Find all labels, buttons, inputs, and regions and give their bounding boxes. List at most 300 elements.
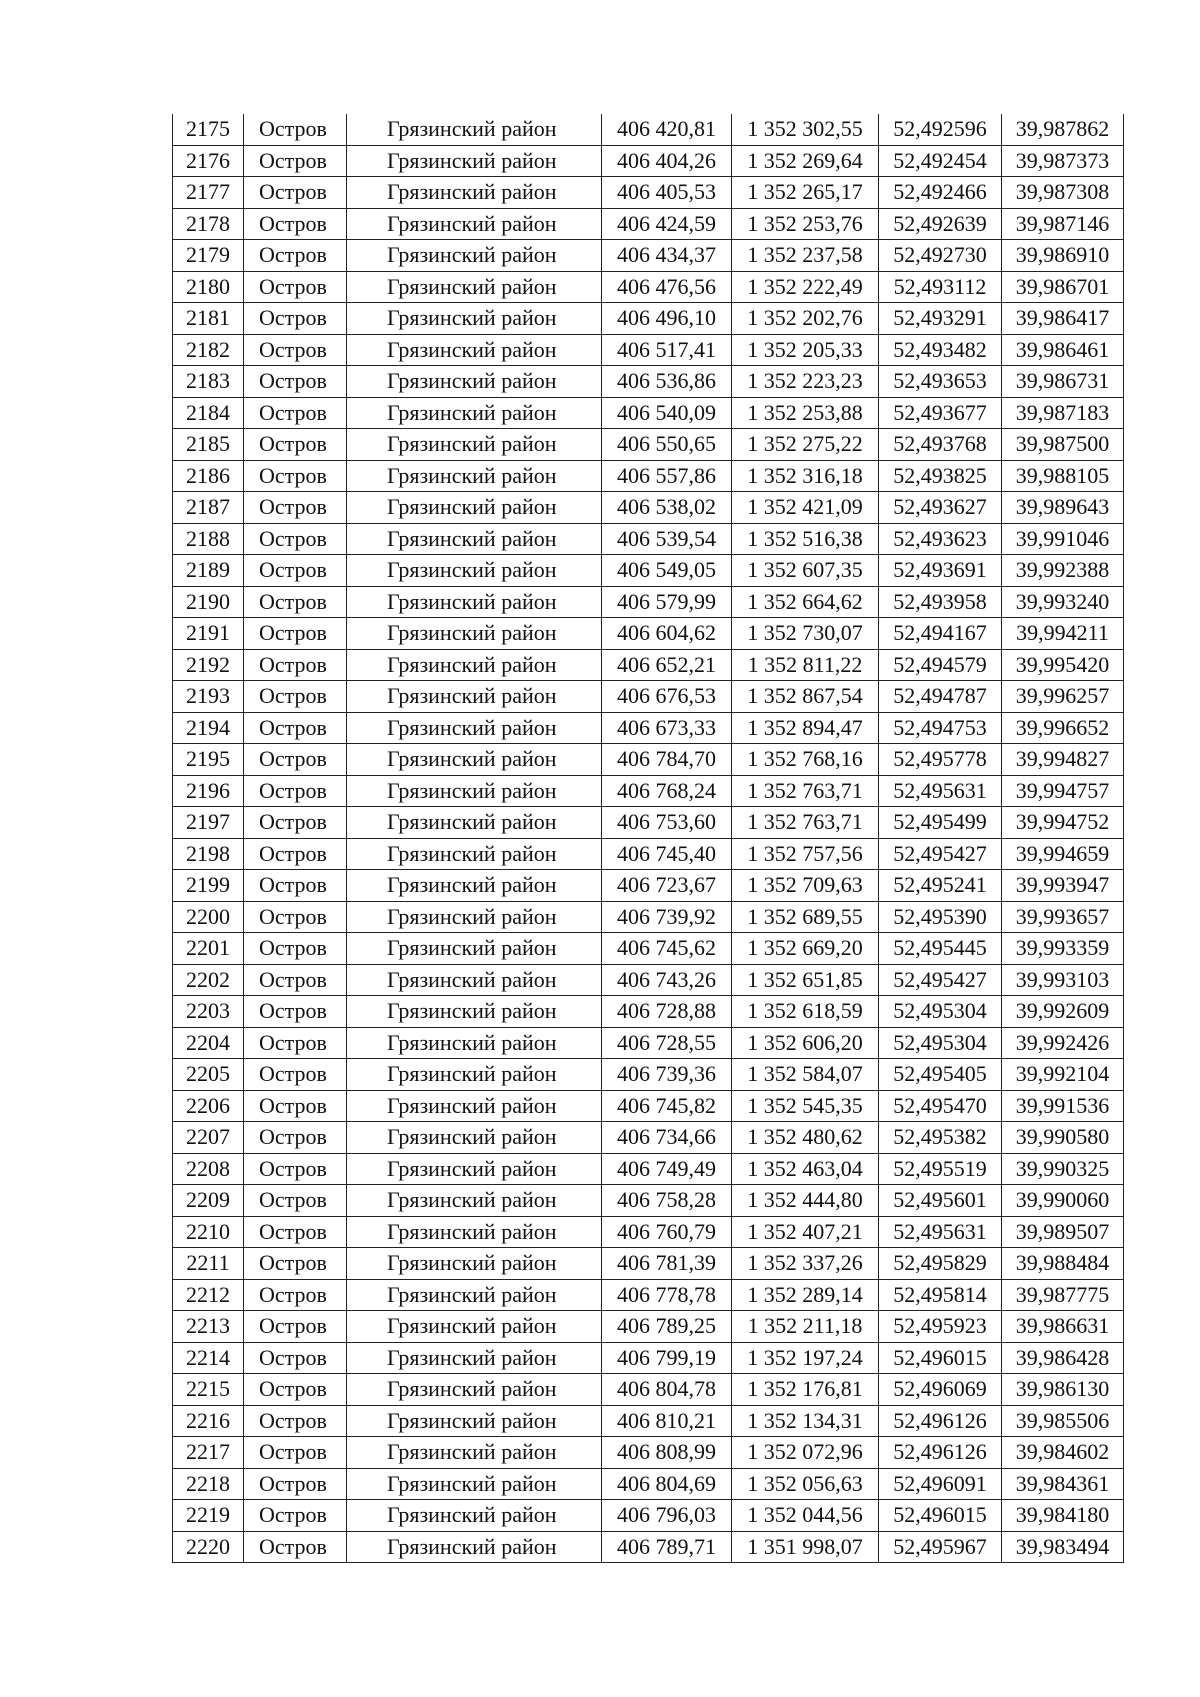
- x-coordinate-cell: 406 579,99: [602, 586, 732, 618]
- longitude-cell: 39,994752: [1002, 807, 1124, 839]
- y-coordinate-cell: 1 352 664,62: [732, 586, 879, 618]
- table-row: [173, 838, 1124, 870]
- district-cell: Грязинский район: [347, 177, 602, 209]
- point-number-cell: 2199: [173, 870, 244, 902]
- x-coordinate-cell: 406 405,53: [602, 177, 732, 209]
- y-coordinate-cell: 1 352 197,24: [732, 1342, 879, 1374]
- longitude-cell: 39,992104: [1002, 1059, 1124, 1091]
- point-number-cell: 2200: [173, 901, 244, 933]
- object-type-cell: Остров: [244, 1027, 347, 1059]
- x-coordinate-cell: 406 781,39: [602, 1248, 732, 1280]
- object-type-cell: Остров: [244, 649, 347, 681]
- table-row: [173, 586, 1124, 618]
- district-cell: Грязинский район: [347, 555, 602, 587]
- y-coordinate-cell: 1 352 757,56: [732, 838, 879, 870]
- longitude-cell: 39,990325: [1002, 1153, 1124, 1185]
- table-row: [173, 933, 1124, 965]
- longitude-cell: 39,984602: [1002, 1437, 1124, 1469]
- latitude-cell: 52,496069: [879, 1374, 1002, 1406]
- longitude-cell: 39,993657: [1002, 901, 1124, 933]
- latitude-cell: 52,496015: [879, 1500, 1002, 1532]
- longitude-cell: 39,994211: [1002, 618, 1124, 650]
- y-coordinate-cell: 1 352 337,26: [732, 1248, 879, 1280]
- object-type-cell: Остров: [244, 1405, 347, 1437]
- latitude-cell: 52,495631: [879, 1216, 1002, 1248]
- longitude-cell: 39,993103: [1002, 964, 1124, 996]
- district-cell: Грязинский район: [347, 240, 602, 272]
- x-coordinate-cell: 406 420,81: [602, 114, 732, 145]
- longitude-cell: 39,996652: [1002, 712, 1124, 744]
- latitude-cell: 52,495445: [879, 933, 1002, 965]
- table-row: [173, 712, 1124, 744]
- object-type-cell: Остров: [244, 429, 347, 461]
- x-coordinate-cell: 406 739,36: [602, 1059, 732, 1091]
- point-number-cell: 2190: [173, 586, 244, 618]
- point-number-cell: 2194: [173, 712, 244, 744]
- longitude-cell: 39,987373: [1002, 145, 1124, 177]
- district-cell: Грязинский район: [347, 964, 602, 996]
- latitude-cell: 52,495241: [879, 870, 1002, 902]
- y-coordinate-cell: 1 352 265,17: [732, 177, 879, 209]
- longitude-cell: 39,993240: [1002, 586, 1124, 618]
- district-cell: Грязинский район: [347, 1342, 602, 1374]
- longitude-cell: 39,993947: [1002, 870, 1124, 902]
- x-coordinate-cell: 406 745,82: [602, 1090, 732, 1122]
- table-row: [173, 1027, 1124, 1059]
- table-row: [173, 807, 1124, 839]
- latitude-cell: 52,495814: [879, 1279, 1002, 1311]
- table-row: [173, 901, 1124, 933]
- district-cell: Грязинский район: [347, 1059, 602, 1091]
- latitude-cell: 52,495601: [879, 1185, 1002, 1217]
- object-type-cell: Остров: [244, 1468, 347, 1500]
- object-type-cell: Остров: [244, 240, 347, 272]
- object-type-cell: Остров: [244, 1531, 347, 1563]
- district-cell: Грязинский район: [347, 996, 602, 1028]
- latitude-cell: 52,496126: [879, 1405, 1002, 1437]
- y-coordinate-cell: 1 352 651,85: [732, 964, 879, 996]
- object-type-cell: Остров: [244, 996, 347, 1028]
- x-coordinate-cell: 406 434,37: [602, 240, 732, 272]
- y-coordinate-cell: 1 352 407,21: [732, 1216, 879, 1248]
- y-coordinate-cell: 1 352 237,58: [732, 240, 879, 272]
- point-number-cell: 2204: [173, 1027, 244, 1059]
- object-type-cell: Остров: [244, 523, 347, 555]
- y-coordinate-cell: 1 352 480,62: [732, 1122, 879, 1154]
- point-number-cell: 2175: [173, 114, 244, 145]
- y-coordinate-cell: 1 352 316,18: [732, 460, 879, 492]
- latitude-cell: 52,494787: [879, 681, 1002, 713]
- table-row: [173, 460, 1124, 492]
- table-row: [173, 649, 1124, 681]
- point-number-cell: 2183: [173, 366, 244, 398]
- table-row: [173, 303, 1124, 335]
- x-coordinate-cell: 406 789,71: [602, 1531, 732, 1563]
- district-cell: Грязинский район: [347, 1500, 602, 1532]
- x-coordinate-cell: 406 768,24: [602, 775, 732, 807]
- latitude-cell: 52,495499: [879, 807, 1002, 839]
- object-type-cell: Остров: [244, 145, 347, 177]
- latitude-cell: 52,495427: [879, 838, 1002, 870]
- district-cell: Грязинский район: [347, 870, 602, 902]
- longitude-cell: 39,986631: [1002, 1311, 1124, 1343]
- longitude-cell: 39,986910: [1002, 240, 1124, 272]
- x-coordinate-cell: 406 739,92: [602, 901, 732, 933]
- y-coordinate-cell: 1 352 607,35: [732, 555, 879, 587]
- point-number-cell: 2177: [173, 177, 244, 209]
- x-coordinate-cell: 406 784,70: [602, 744, 732, 776]
- x-coordinate-cell: 406 404,26: [602, 145, 732, 177]
- y-coordinate-cell: 1 352 202,76: [732, 303, 879, 335]
- point-number-cell: 2217: [173, 1437, 244, 1469]
- object-type-cell: Остров: [244, 964, 347, 996]
- table-row: [173, 429, 1124, 461]
- object-type-cell: Остров: [244, 1185, 347, 1217]
- x-coordinate-cell: 406 760,79: [602, 1216, 732, 1248]
- latitude-cell: 52,493677: [879, 397, 1002, 429]
- y-coordinate-cell: 1 352 709,63: [732, 870, 879, 902]
- object-type-cell: Остров: [244, 775, 347, 807]
- district-cell: Грязинский район: [347, 492, 602, 524]
- latitude-cell: 52,492466: [879, 177, 1002, 209]
- latitude-cell: 52,492454: [879, 145, 1002, 177]
- longitude-cell: 39,985506: [1002, 1405, 1124, 1437]
- table-row: [173, 208, 1124, 240]
- longitude-cell: 39,987862: [1002, 114, 1124, 145]
- x-coordinate-cell: 406 604,62: [602, 618, 732, 650]
- y-coordinate-cell: 1 352 669,20: [732, 933, 879, 965]
- x-coordinate-cell: 406 673,33: [602, 712, 732, 744]
- y-coordinate-cell: 1 352 545,35: [732, 1090, 879, 1122]
- latitude-cell: 52,495519: [879, 1153, 1002, 1185]
- point-number-cell: 2180: [173, 271, 244, 303]
- object-type-cell: Остров: [244, 1122, 347, 1154]
- table-row: [173, 1248, 1124, 1280]
- district-cell: Грязинский район: [347, 1153, 602, 1185]
- table-row: [173, 1531, 1124, 1563]
- point-number-cell: 2191: [173, 618, 244, 650]
- table-body: [173, 114, 1124, 1563]
- x-coordinate-cell: 406 745,40: [602, 838, 732, 870]
- y-coordinate-cell: 1 352 763,71: [732, 775, 879, 807]
- table-row: [173, 492, 1124, 524]
- object-type-cell: Остров: [244, 177, 347, 209]
- y-coordinate-cell: 1 352 768,16: [732, 744, 879, 776]
- longitude-cell: 39,992609: [1002, 996, 1124, 1028]
- x-coordinate-cell: 406 728,55: [602, 1027, 732, 1059]
- point-number-cell: 2186: [173, 460, 244, 492]
- table-row: [173, 1374, 1124, 1406]
- district-cell: Грязинский район: [347, 1531, 602, 1563]
- x-coordinate-cell: 406 789,25: [602, 1311, 732, 1343]
- table-row: [173, 334, 1124, 366]
- y-coordinate-cell: 1 352 618,59: [732, 996, 879, 1028]
- latitude-cell: 52,495405: [879, 1059, 1002, 1091]
- point-number-cell: 2189: [173, 555, 244, 587]
- point-number-cell: 2201: [173, 933, 244, 965]
- table-row: [173, 1122, 1124, 1154]
- object-type-cell: Остров: [244, 1059, 347, 1091]
- y-coordinate-cell: 1 352 606,20: [732, 1027, 879, 1059]
- table-row: [173, 1216, 1124, 1248]
- y-coordinate-cell: 1 352 763,71: [732, 807, 879, 839]
- latitude-cell: 52,495427: [879, 964, 1002, 996]
- point-number-cell: 2220: [173, 1531, 244, 1563]
- point-number-cell: 2210: [173, 1216, 244, 1248]
- district-cell: Грязинский район: [347, 807, 602, 839]
- y-coordinate-cell: 1 352 289,14: [732, 1279, 879, 1311]
- longitude-cell: 39,987500: [1002, 429, 1124, 461]
- longitude-cell: 39,996257: [1002, 681, 1124, 713]
- latitude-cell: 52,496015: [879, 1342, 1002, 1374]
- x-coordinate-cell: 406 540,09: [602, 397, 732, 429]
- latitude-cell: 52,495304: [879, 996, 1002, 1028]
- longitude-cell: 39,987183: [1002, 397, 1124, 429]
- longitude-cell: 39,995420: [1002, 649, 1124, 681]
- y-coordinate-cell: 1 352 269,64: [732, 145, 879, 177]
- district-cell: Грязинский район: [347, 775, 602, 807]
- district-cell: Грязинский район: [347, 208, 602, 240]
- district-cell: Грязинский район: [347, 1216, 602, 1248]
- district-cell: Грязинский район: [347, 1122, 602, 1154]
- latitude-cell: 52,495390: [879, 901, 1002, 933]
- table-row: [173, 271, 1124, 303]
- latitude-cell: 52,495631: [879, 775, 1002, 807]
- y-coordinate-cell: 1 352 176,81: [732, 1374, 879, 1406]
- longitude-cell: 39,987308: [1002, 177, 1124, 209]
- district-cell: Грязинский район: [347, 1311, 602, 1343]
- point-number-cell: 2214: [173, 1342, 244, 1374]
- longitude-cell: 39,993359: [1002, 933, 1124, 965]
- latitude-cell: 52,493768: [879, 429, 1002, 461]
- object-type-cell: Остров: [244, 1279, 347, 1311]
- point-number-cell: 2215: [173, 1374, 244, 1406]
- longitude-cell: 39,990060: [1002, 1185, 1124, 1217]
- object-type-cell: Остров: [244, 870, 347, 902]
- y-coordinate-cell: 1 352 516,38: [732, 523, 879, 555]
- district-cell: Грязинский район: [347, 712, 602, 744]
- longitude-cell: 39,992388: [1002, 555, 1124, 587]
- table-row: [173, 1500, 1124, 1532]
- latitude-cell: 52,495778: [879, 744, 1002, 776]
- y-coordinate-cell: 1 352 205,33: [732, 334, 879, 366]
- longitude-cell: 39,994757: [1002, 775, 1124, 807]
- district-cell: Грязинский район: [347, 114, 602, 145]
- point-number-cell: 2208: [173, 1153, 244, 1185]
- district-cell: Грязинский район: [347, 618, 602, 650]
- district-cell: Грязинский район: [347, 271, 602, 303]
- table-row: [173, 775, 1124, 807]
- x-coordinate-cell: 406 753,60: [602, 807, 732, 839]
- district-cell: Грязинский район: [347, 586, 602, 618]
- y-coordinate-cell: 1 352 689,55: [732, 901, 879, 933]
- longitude-cell: 39,989643: [1002, 492, 1124, 524]
- table-row: [173, 744, 1124, 776]
- table-row: [173, 870, 1124, 902]
- object-type-cell: Остров: [244, 1090, 347, 1122]
- x-coordinate-cell: 406 796,03: [602, 1500, 732, 1532]
- object-type-cell: Остров: [244, 838, 347, 870]
- table-row: [173, 523, 1124, 555]
- y-coordinate-cell: 1 352 302,55: [732, 114, 879, 145]
- longitude-cell: 39,991536: [1002, 1090, 1124, 1122]
- district-cell: Грязинский район: [347, 1405, 602, 1437]
- longitude-cell: 39,988484: [1002, 1248, 1124, 1280]
- table-row: [173, 1279, 1124, 1311]
- district-cell: Грязинский район: [347, 460, 602, 492]
- x-coordinate-cell: 406 743,26: [602, 964, 732, 996]
- district-cell: Грязинский район: [347, 1437, 602, 1469]
- y-coordinate-cell: 1 352 444,80: [732, 1185, 879, 1217]
- x-coordinate-cell: 406 538,02: [602, 492, 732, 524]
- latitude-cell: 52,496126: [879, 1437, 1002, 1469]
- district-cell: Грязинский район: [347, 1468, 602, 1500]
- object-type-cell: Остров: [244, 492, 347, 524]
- y-coordinate-cell: 1 352 222,49: [732, 271, 879, 303]
- x-coordinate-cell: 406 778,78: [602, 1279, 732, 1311]
- x-coordinate-cell: 406 496,10: [602, 303, 732, 335]
- point-number-cell: 2205: [173, 1059, 244, 1091]
- object-type-cell: Остров: [244, 681, 347, 713]
- object-type-cell: Остров: [244, 555, 347, 587]
- object-type-cell: Остров: [244, 1374, 347, 1406]
- district-cell: Грязинский район: [347, 681, 602, 713]
- district-cell: Грязинский район: [347, 838, 602, 870]
- latitude-cell: 52,495829: [879, 1248, 1002, 1280]
- latitude-cell: 52,493482: [879, 334, 1002, 366]
- table-row: [173, 964, 1124, 996]
- x-coordinate-cell: 406 517,41: [602, 334, 732, 366]
- longitude-cell: 39,986461: [1002, 334, 1124, 366]
- point-number-cell: 2219: [173, 1500, 244, 1532]
- latitude-cell: 52,493691: [879, 555, 1002, 587]
- coordinates-table: [172, 114, 1124, 1563]
- x-coordinate-cell: 406 808,99: [602, 1437, 732, 1469]
- x-coordinate-cell: 406 728,88: [602, 996, 732, 1028]
- longitude-cell: 39,987775: [1002, 1279, 1124, 1311]
- district-cell: Грязинский район: [347, 933, 602, 965]
- table-row: [173, 1090, 1124, 1122]
- longitude-cell: 39,986130: [1002, 1374, 1124, 1406]
- x-coordinate-cell: 406 723,67: [602, 870, 732, 902]
- x-coordinate-cell: 406 557,86: [602, 460, 732, 492]
- district-cell: Грязинский район: [347, 1090, 602, 1122]
- point-number-cell: 2192: [173, 649, 244, 681]
- table-row: [173, 1405, 1124, 1437]
- point-number-cell: 2176: [173, 145, 244, 177]
- object-type-cell: Остров: [244, 1500, 347, 1532]
- table-row: [173, 397, 1124, 429]
- latitude-cell: 52,493623: [879, 523, 1002, 555]
- object-type-cell: Остров: [244, 712, 347, 744]
- point-number-cell: 2185: [173, 429, 244, 461]
- district-cell: Грязинский район: [347, 649, 602, 681]
- district-cell: Грязинский район: [347, 429, 602, 461]
- y-coordinate-cell: 1 352 867,54: [732, 681, 879, 713]
- longitude-cell: 39,992426: [1002, 1027, 1124, 1059]
- district-cell: Грязинский район: [347, 303, 602, 335]
- district-cell: Грязинский район: [347, 1279, 602, 1311]
- point-number-cell: 2206: [173, 1090, 244, 1122]
- object-type-cell: Остров: [244, 901, 347, 933]
- x-coordinate-cell: 406 810,21: [602, 1405, 732, 1437]
- point-number-cell: 2188: [173, 523, 244, 555]
- x-coordinate-cell: 406 804,78: [602, 1374, 732, 1406]
- y-coordinate-cell: 1 352 211,18: [732, 1311, 879, 1343]
- longitude-cell: 39,984180: [1002, 1500, 1124, 1532]
- latitude-cell: 52,493653: [879, 366, 1002, 398]
- y-coordinate-cell: 1 352 253,76: [732, 208, 879, 240]
- longitude-cell: 39,988105: [1002, 460, 1124, 492]
- x-coordinate-cell: 406 804,69: [602, 1468, 732, 1500]
- x-coordinate-cell: 406 745,62: [602, 933, 732, 965]
- point-number-cell: 2182: [173, 334, 244, 366]
- object-type-cell: Остров: [244, 744, 347, 776]
- table-row: [173, 114, 1124, 145]
- table-row: [173, 1468, 1124, 1500]
- latitude-cell: 52,493627: [879, 492, 1002, 524]
- object-type-cell: Остров: [244, 366, 347, 398]
- x-coordinate-cell: 406 652,21: [602, 649, 732, 681]
- latitude-cell: 52,495470: [879, 1090, 1002, 1122]
- point-number-cell: 2179: [173, 240, 244, 272]
- point-number-cell: 2187: [173, 492, 244, 524]
- latitude-cell: 52,495967: [879, 1531, 1002, 1563]
- longitude-cell: 39,990580: [1002, 1122, 1124, 1154]
- y-coordinate-cell: 1 352 811,22: [732, 649, 879, 681]
- district-cell: Грязинский район: [347, 1185, 602, 1217]
- point-number-cell: 2198: [173, 838, 244, 870]
- y-coordinate-cell: 1 352 072,96: [732, 1437, 879, 1469]
- object-type-cell: Остров: [244, 1437, 347, 1469]
- table-row: [173, 555, 1124, 587]
- table-row: [173, 996, 1124, 1028]
- object-type-cell: Остров: [244, 1248, 347, 1280]
- district-cell: Грязинский район: [347, 1248, 602, 1280]
- y-coordinate-cell: 1 352 253,88: [732, 397, 879, 429]
- point-number-cell: 2181: [173, 303, 244, 335]
- table-row: [173, 681, 1124, 713]
- district-cell: Грязинский район: [347, 744, 602, 776]
- table-row: [173, 1342, 1124, 1374]
- longitude-cell: 39,986731: [1002, 366, 1124, 398]
- table-row: [173, 366, 1124, 398]
- point-number-cell: 2209: [173, 1185, 244, 1217]
- longitude-cell: 39,994827: [1002, 744, 1124, 776]
- point-number-cell: 2218: [173, 1468, 244, 1500]
- latitude-cell: 52,494167: [879, 618, 1002, 650]
- x-coordinate-cell: 406 424,59: [602, 208, 732, 240]
- object-type-cell: Остров: [244, 586, 347, 618]
- y-coordinate-cell: 1 352 730,07: [732, 618, 879, 650]
- district-cell: Грязинский район: [347, 334, 602, 366]
- object-type-cell: Остров: [244, 933, 347, 965]
- longitude-cell: 39,986417: [1002, 303, 1124, 335]
- point-number-cell: 2193: [173, 681, 244, 713]
- x-coordinate-cell: 406 749,49: [602, 1153, 732, 1185]
- point-number-cell: 2184: [173, 397, 244, 429]
- table-row: [173, 177, 1124, 209]
- y-coordinate-cell: 1 352 421,09: [732, 492, 879, 524]
- point-number-cell: 2196: [173, 775, 244, 807]
- latitude-cell: 52,493825: [879, 460, 1002, 492]
- latitude-cell: 52,495304: [879, 1027, 1002, 1059]
- point-number-cell: 2211: [173, 1248, 244, 1280]
- latitude-cell: 52,493291: [879, 303, 1002, 335]
- longitude-cell: 39,989507: [1002, 1216, 1124, 1248]
- y-coordinate-cell: 1 352 134,31: [732, 1405, 879, 1437]
- x-coordinate-cell: 406 549,05: [602, 555, 732, 587]
